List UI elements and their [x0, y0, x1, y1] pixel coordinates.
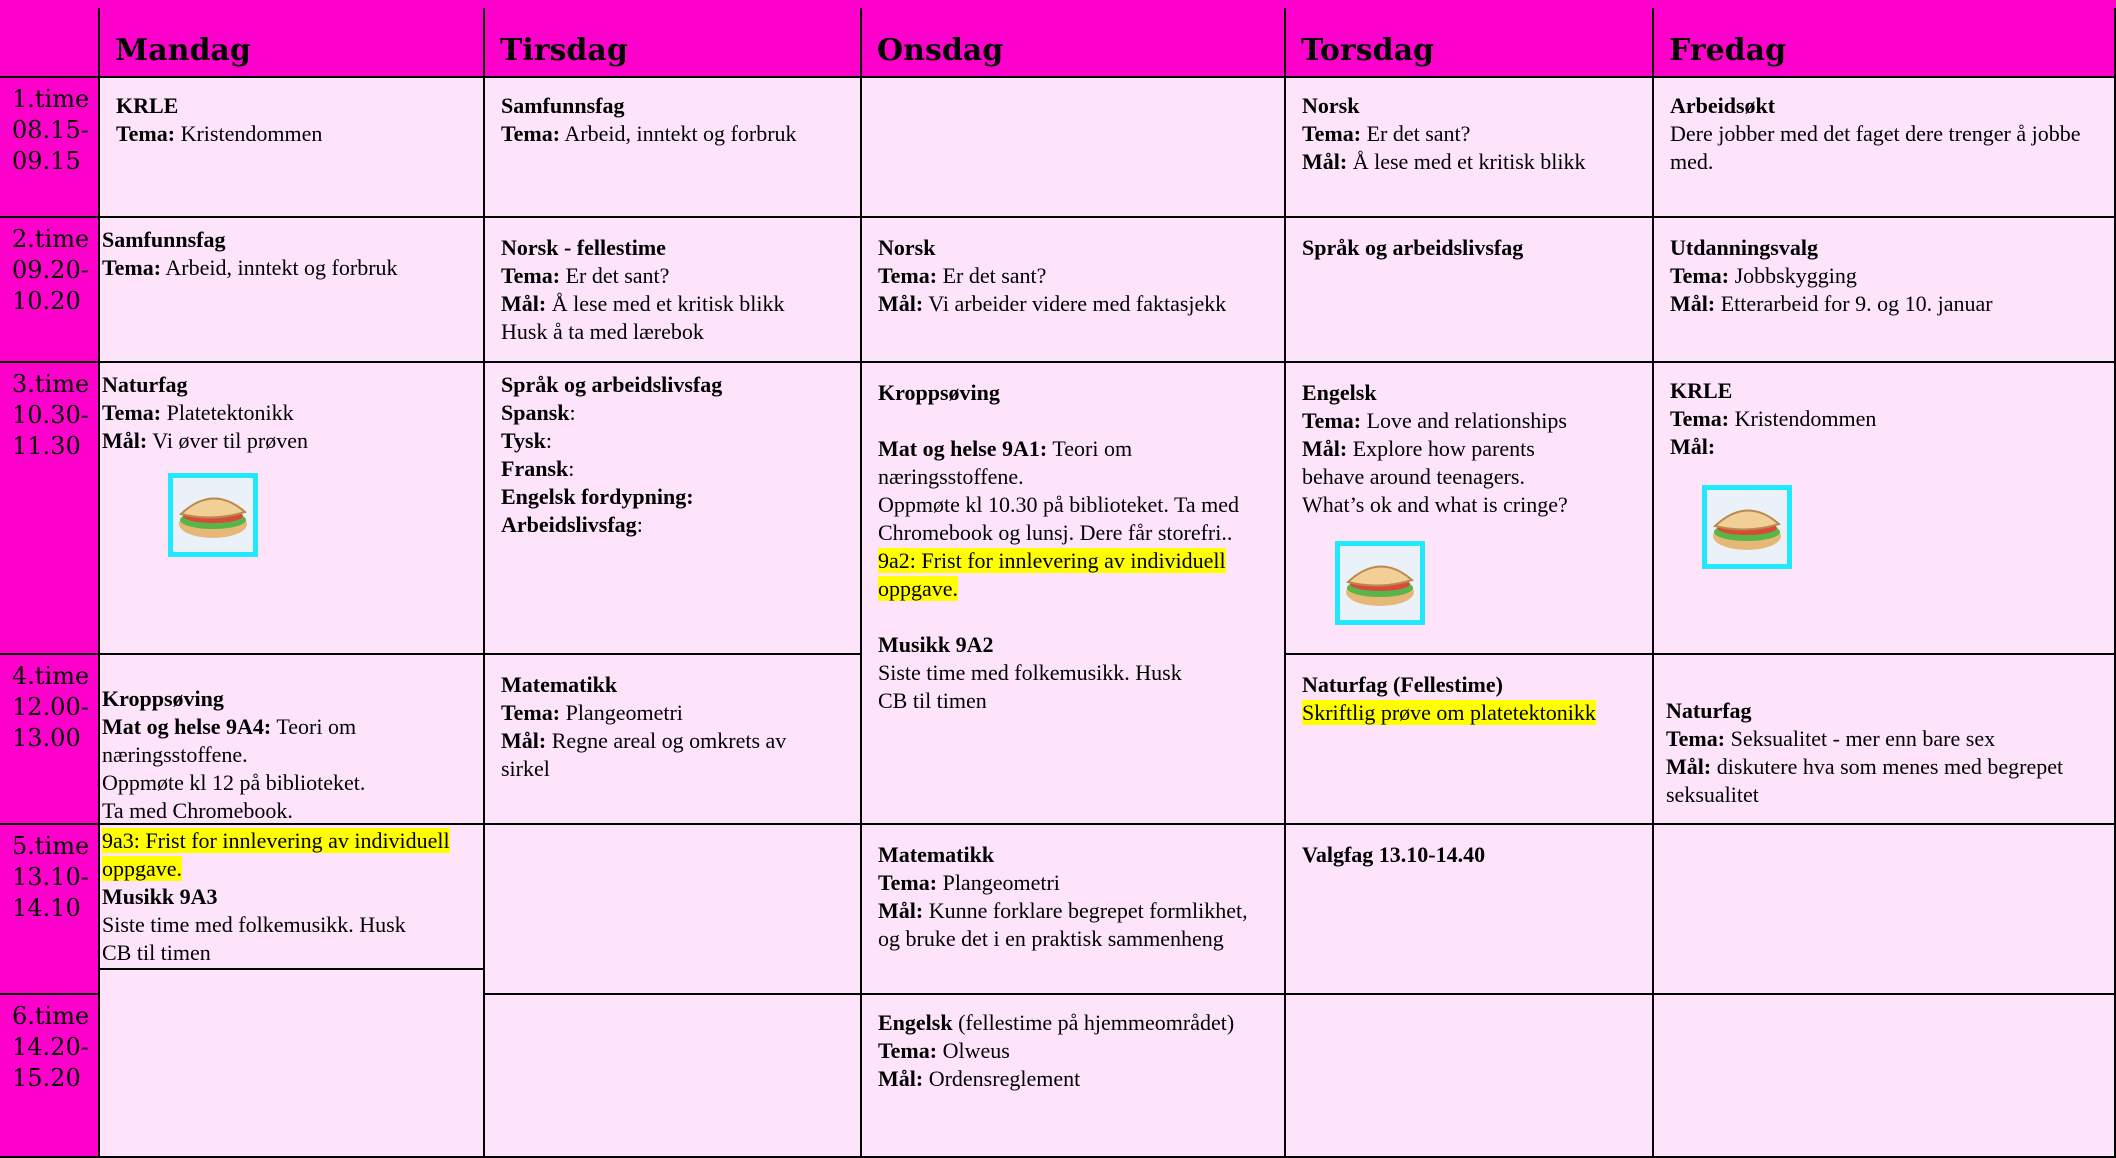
tirsdag-time-4 — [485, 655, 862, 825]
text-line: Dere jobber med det faget dere trenger å jobbe — [1670, 121, 2081, 146]
text-line: Chromebook og lunsj. Dere får storefri.. — [878, 520, 1233, 545]
subject: Matematikk — [878, 842, 995, 867]
time-slot-1 — [0, 78, 100, 218]
mal-line — [1670, 290, 2098, 318]
time-end: 09.15 — [12, 147, 81, 175]
tema-line — [501, 699, 844, 727]
onsdag-time-6 — [862, 995, 1286, 1158]
tema-label: Tema: — [1670, 263, 1730, 288]
tema-line — [1302, 407, 1636, 435]
mal-text: Kunne forklare begrepet formlikhet, — [923, 898, 1248, 923]
tirsdag-time-6 — [485, 995, 862, 1158]
spacer — [878, 407, 1268, 435]
day-header-tirsdag: Tirsdag — [485, 8, 862, 78]
tema-line — [878, 1037, 1268, 1065]
text-line: Siste time med folkemusikk. Husk — [102, 912, 406, 937]
subject-line — [878, 1009, 1268, 1037]
subject: Naturfag (Fellestime) — [1302, 672, 1503, 697]
deadline-highlight: oppgave. — [102, 856, 183, 881]
mal-label: Mål: — [1302, 436, 1348, 461]
note-line: Husk å ta med lærebok — [501, 319, 704, 344]
time-label: 5.time — [12, 832, 90, 860]
subject: Kroppsøving — [878, 380, 1000, 405]
fredag-time-2 — [1654, 218, 2116, 363]
time-end: 15.20 — [12, 1064, 81, 1092]
time-start: 12.00- — [12, 693, 89, 721]
torsdag-time-2 — [1286, 218, 1654, 363]
tema-line — [501, 262, 844, 290]
tema-label: Tema: — [1666, 726, 1726, 751]
text-line: næringsstoffene. — [878, 464, 1024, 489]
mal-line: og bruke det i en praktisk sammenheng — [878, 926, 1224, 951]
tema-label: Tema: — [501, 263, 561, 288]
subject: Valgfag 13.10-14.40 — [1302, 842, 1486, 867]
tema-text: Seksualitet - mer enn bare sex — [1725, 726, 1996, 751]
mal-label: Mål: — [1302, 149, 1348, 174]
subject: Engelsk — [1302, 380, 1377, 405]
mal-text: Etterarbeid for 9. og 10. januar — [1715, 291, 1993, 316]
mal-label: Mål: — [878, 1066, 924, 1091]
mat-og-helse-line — [102, 713, 467, 741]
torsdag-time-1 — [1286, 78, 1654, 218]
tema-label: Tema: — [501, 121, 561, 146]
subject: Musikk 9A3 — [102, 884, 218, 909]
mandag-time-1 — [100, 78, 485, 218]
time-slot-5 — [0, 825, 100, 995]
mal-text: Vi øver til prøven — [147, 428, 309, 453]
corner-cell — [0, 8, 100, 78]
tema-line — [501, 120, 844, 148]
language-fransk — [501, 455, 844, 483]
tema-text: Platetektonikk — [161, 400, 294, 425]
tema-text: Love and relationships — [1361, 408, 1567, 433]
time-end: 14.10 — [12, 894, 81, 922]
onsdag-time-3-4 — [862, 363, 1286, 825]
time-start: 08.15- — [12, 116, 89, 144]
sandwich-icon — [1335, 541, 1425, 625]
torsdag-time-5 — [1286, 825, 1654, 995]
tema-label: Tema: — [1302, 408, 1362, 433]
mal-line — [878, 290, 1268, 318]
subject: Språk og arbeidslivsfag — [1302, 235, 1524, 260]
subject: Norsk — [878, 235, 936, 260]
tema-text: Arbeid, inntekt og forbruk — [161, 255, 398, 280]
mal-label: Mål: — [1666, 754, 1712, 779]
time-start: 10.30- — [12, 401, 89, 429]
spacer — [878, 603, 1268, 631]
subject: Engelsk — [878, 1010, 953, 1035]
mandag-time-3 — [100, 363, 485, 655]
mal-label: Mål: — [501, 291, 547, 316]
text-line: CB til timen — [102, 940, 211, 965]
subject: Naturfag — [1666, 698, 1752, 723]
tema-line — [878, 262, 1268, 290]
tema-text: Er det sant? — [1361, 121, 1471, 146]
tirsdag-time-3 — [485, 363, 862, 655]
tema-label: Tema: — [116, 121, 176, 146]
tema-text: Kristendommen — [1729, 406, 1877, 431]
subject: Kroppsøving — [102, 686, 224, 711]
tema-label: Tema: — [878, 1038, 938, 1063]
torsdag-time-6 — [1286, 995, 1654, 1158]
torsdag-time-4 — [1286, 655, 1654, 825]
mandag-time-6 — [100, 970, 485, 1158]
subject: Utdanningsvalg — [1670, 235, 1818, 260]
tirsdag-time-5 — [485, 825, 862, 995]
mal-text: diskutere hva som menes med begrepet — [1711, 754, 2064, 779]
mal-text: Vi arbeider videre med faktasjekk — [923, 291, 1227, 316]
tema-label: Tema: — [1670, 406, 1730, 431]
tema-text: Plangeometri — [560, 700, 683, 725]
mat-og-helse-label: Mat og helse 9A4: — [102, 714, 272, 739]
deadline-line — [1302, 699, 1636, 727]
deadline-line — [102, 855, 467, 883]
tema-text: Arbeid, inntekt og forbruk — [560, 121, 797, 146]
tema-line — [102, 254, 467, 282]
tema-line — [1670, 262, 2098, 290]
text-line: CB til timen — [878, 688, 987, 713]
time-end: 11.30 — [12, 432, 81, 460]
day-header-fredag: Fredag — [1654, 8, 2116, 78]
mandag-time-5 — [100, 825, 485, 970]
mal-line — [501, 290, 844, 318]
fredag-time-1 — [1654, 78, 2116, 218]
tema-label: Tema: — [102, 255, 162, 280]
language-arbeidslivsfag — [501, 511, 844, 539]
deadline-highlight: 9a2: Frist for innlevering av individuell — [878, 548, 1226, 573]
time-slot-4 — [0, 655, 100, 825]
tema-line — [116, 120, 467, 148]
fredag-time-5 — [1654, 825, 2116, 995]
colon: : — [569, 400, 576, 425]
language-label: Tysk — [501, 428, 546, 453]
mal-label: Mål: — [102, 428, 148, 453]
time-slot-6 — [0, 995, 100, 1158]
subject: Arbeidsøkt — [1670, 93, 1776, 118]
tema-label: Tema: — [878, 263, 938, 288]
day-header-onsdag: Onsdag — [862, 8, 1286, 78]
tema-text: Plangeometri — [937, 870, 1060, 895]
time-start: 13.10- — [12, 863, 89, 891]
fredag-time-4 — [1654, 655, 2116, 825]
language-label: Fransk — [501, 456, 569, 481]
mandag-time-4 — [100, 655, 485, 825]
time-end: 13.00 — [12, 724, 81, 752]
mat-og-helse-label: Mat og helse 9A1: — [878, 436, 1048, 461]
text-line: Ta med Chromebook. — [102, 798, 293, 823]
exam-highlight: Skriftlig prøve om platetektonikk — [1302, 700, 1596, 725]
tema-label: Tema: — [501, 700, 561, 725]
deadline-highlight: oppgave. — [878, 576, 959, 601]
deadline-line — [878, 547, 1268, 575]
colon: : — [636, 512, 643, 537]
time-label: 2.time — [12, 225, 90, 253]
deadline-highlight: 9a3: Frist for innlevering av individuell — [102, 828, 450, 853]
tema-label: Tema: — [878, 870, 938, 895]
text-line: Oppmøte kl 12 på biblioteket. — [102, 770, 366, 795]
colon: : — [545, 428, 552, 453]
subject: Samfunnsfag — [102, 227, 226, 252]
text-line: Oppmøte kl 10.30 på biblioteket. Ta med — [878, 492, 1239, 517]
text-line: næringsstoffene. — [102, 742, 248, 767]
sandwich-icon — [1702, 485, 1792, 569]
tema-text: Er det sant? — [560, 263, 670, 288]
time-end: 10.20 — [12, 287, 81, 315]
subject: Samfunnsfag — [501, 93, 625, 118]
tema-text: Kristendommen — [175, 121, 323, 146]
mal-line — [1302, 148, 1636, 176]
tema-line — [1302, 120, 1636, 148]
onsdag-time-2 — [862, 218, 1286, 363]
tema-line — [1666, 725, 2098, 753]
time-label: 6.time — [12, 1002, 90, 1030]
text-line: Siste time med folkemusikk. Husk — [878, 660, 1182, 685]
day-header-mandag: Mandag — [100, 8, 485, 78]
mal-line — [1666, 753, 2098, 781]
fredag-time-6 — [1654, 995, 2116, 1158]
mat-og-helse-line — [878, 435, 1268, 463]
subject: Naturfag — [102, 372, 188, 397]
subject: Norsk — [1302, 93, 1360, 118]
mal-label: Mål: — [1670, 291, 1716, 316]
tirsdag-time-2 — [485, 218, 862, 363]
mal-line — [878, 1065, 1268, 1093]
time-label: 1.time — [12, 85, 90, 113]
tema-label: Tema: — [102, 400, 162, 425]
colon: : — [568, 456, 575, 481]
onsdag-time-5 — [862, 825, 1286, 995]
sandwich-icon — [168, 473, 258, 557]
mal-text: Å lese med et kritisk blikk — [1347, 149, 1586, 174]
tema-label: Tema: — [1302, 121, 1362, 146]
language-label: Spansk — [501, 400, 570, 425]
mal-text: Explore how parents — [1347, 436, 1535, 461]
deadline-line — [102, 827, 467, 855]
tema-text: Jobbskygging — [1729, 263, 1857, 288]
language-label: Arbeidslivsfag — [501, 512, 637, 537]
mal-line — [102, 427, 467, 455]
subject: Musikk 9A2 — [878, 632, 994, 657]
mal-line — [1302, 435, 1636, 463]
text-line: behave around teenagers. — [1302, 464, 1525, 489]
time-slot-3 — [0, 363, 100, 655]
tema-line — [1670, 405, 2098, 433]
tema-line — [102, 399, 467, 427]
mal-text: Ordensreglement — [923, 1066, 1081, 1091]
onsdag-time-1 — [862, 78, 1286, 218]
deadline-line — [878, 575, 1268, 603]
mal-line: sirkel — [501, 756, 550, 781]
mal-line: seksualitet — [1666, 782, 1759, 807]
mandag-time-2 — [100, 218, 485, 363]
tema-text: Olweus — [937, 1038, 1010, 1063]
mal-text: Regne areal og omkrets av — [546, 728, 787, 753]
language-spansk — [501, 399, 844, 427]
tema-line — [878, 869, 1268, 897]
subject: Språk og arbeidslivsfag — [501, 372, 723, 397]
time-start: 09.20- — [12, 256, 89, 284]
tema-text: Er det sant? — [937, 263, 1047, 288]
subject: KRLE — [116, 93, 179, 118]
mat-og-helse-text: Teori om — [1047, 436, 1133, 461]
language-engelsk-fordypning: Engelsk fordypning: — [501, 484, 694, 509]
time-label: 3.time — [12, 370, 90, 398]
time-slot-2 — [0, 218, 100, 363]
subject: Matematikk — [501, 672, 618, 697]
subject: Norsk - fellestime — [501, 235, 666, 260]
language-tysk — [501, 427, 844, 455]
time-start: 14.20- — [12, 1033, 89, 1061]
text-line: What’s ok and what is cringe? — [1302, 492, 1568, 517]
mal-line — [878, 897, 1268, 925]
mal-line — [501, 727, 844, 755]
mal-label: Mål: — [878, 291, 924, 316]
mat-og-helse-text: Teori om — [271, 714, 357, 739]
text-line: med. — [1670, 149, 1714, 174]
day-header-torsdag: Torsdag — [1286, 8, 1654, 78]
mal-label: Mål: — [1670, 434, 1716, 459]
subject-extra: (fellestime på hjemmeområdet) — [952, 1010, 1235, 1035]
mal-label: Mål: — [501, 728, 547, 753]
mal-text: Å lese med et kritisk blikk — [546, 291, 785, 316]
time-label: 4.time — [12, 662, 90, 690]
mal-label: Mål: — [878, 898, 924, 923]
subject: KRLE — [1670, 378, 1733, 403]
tirsdag-time-1 — [485, 78, 862, 218]
